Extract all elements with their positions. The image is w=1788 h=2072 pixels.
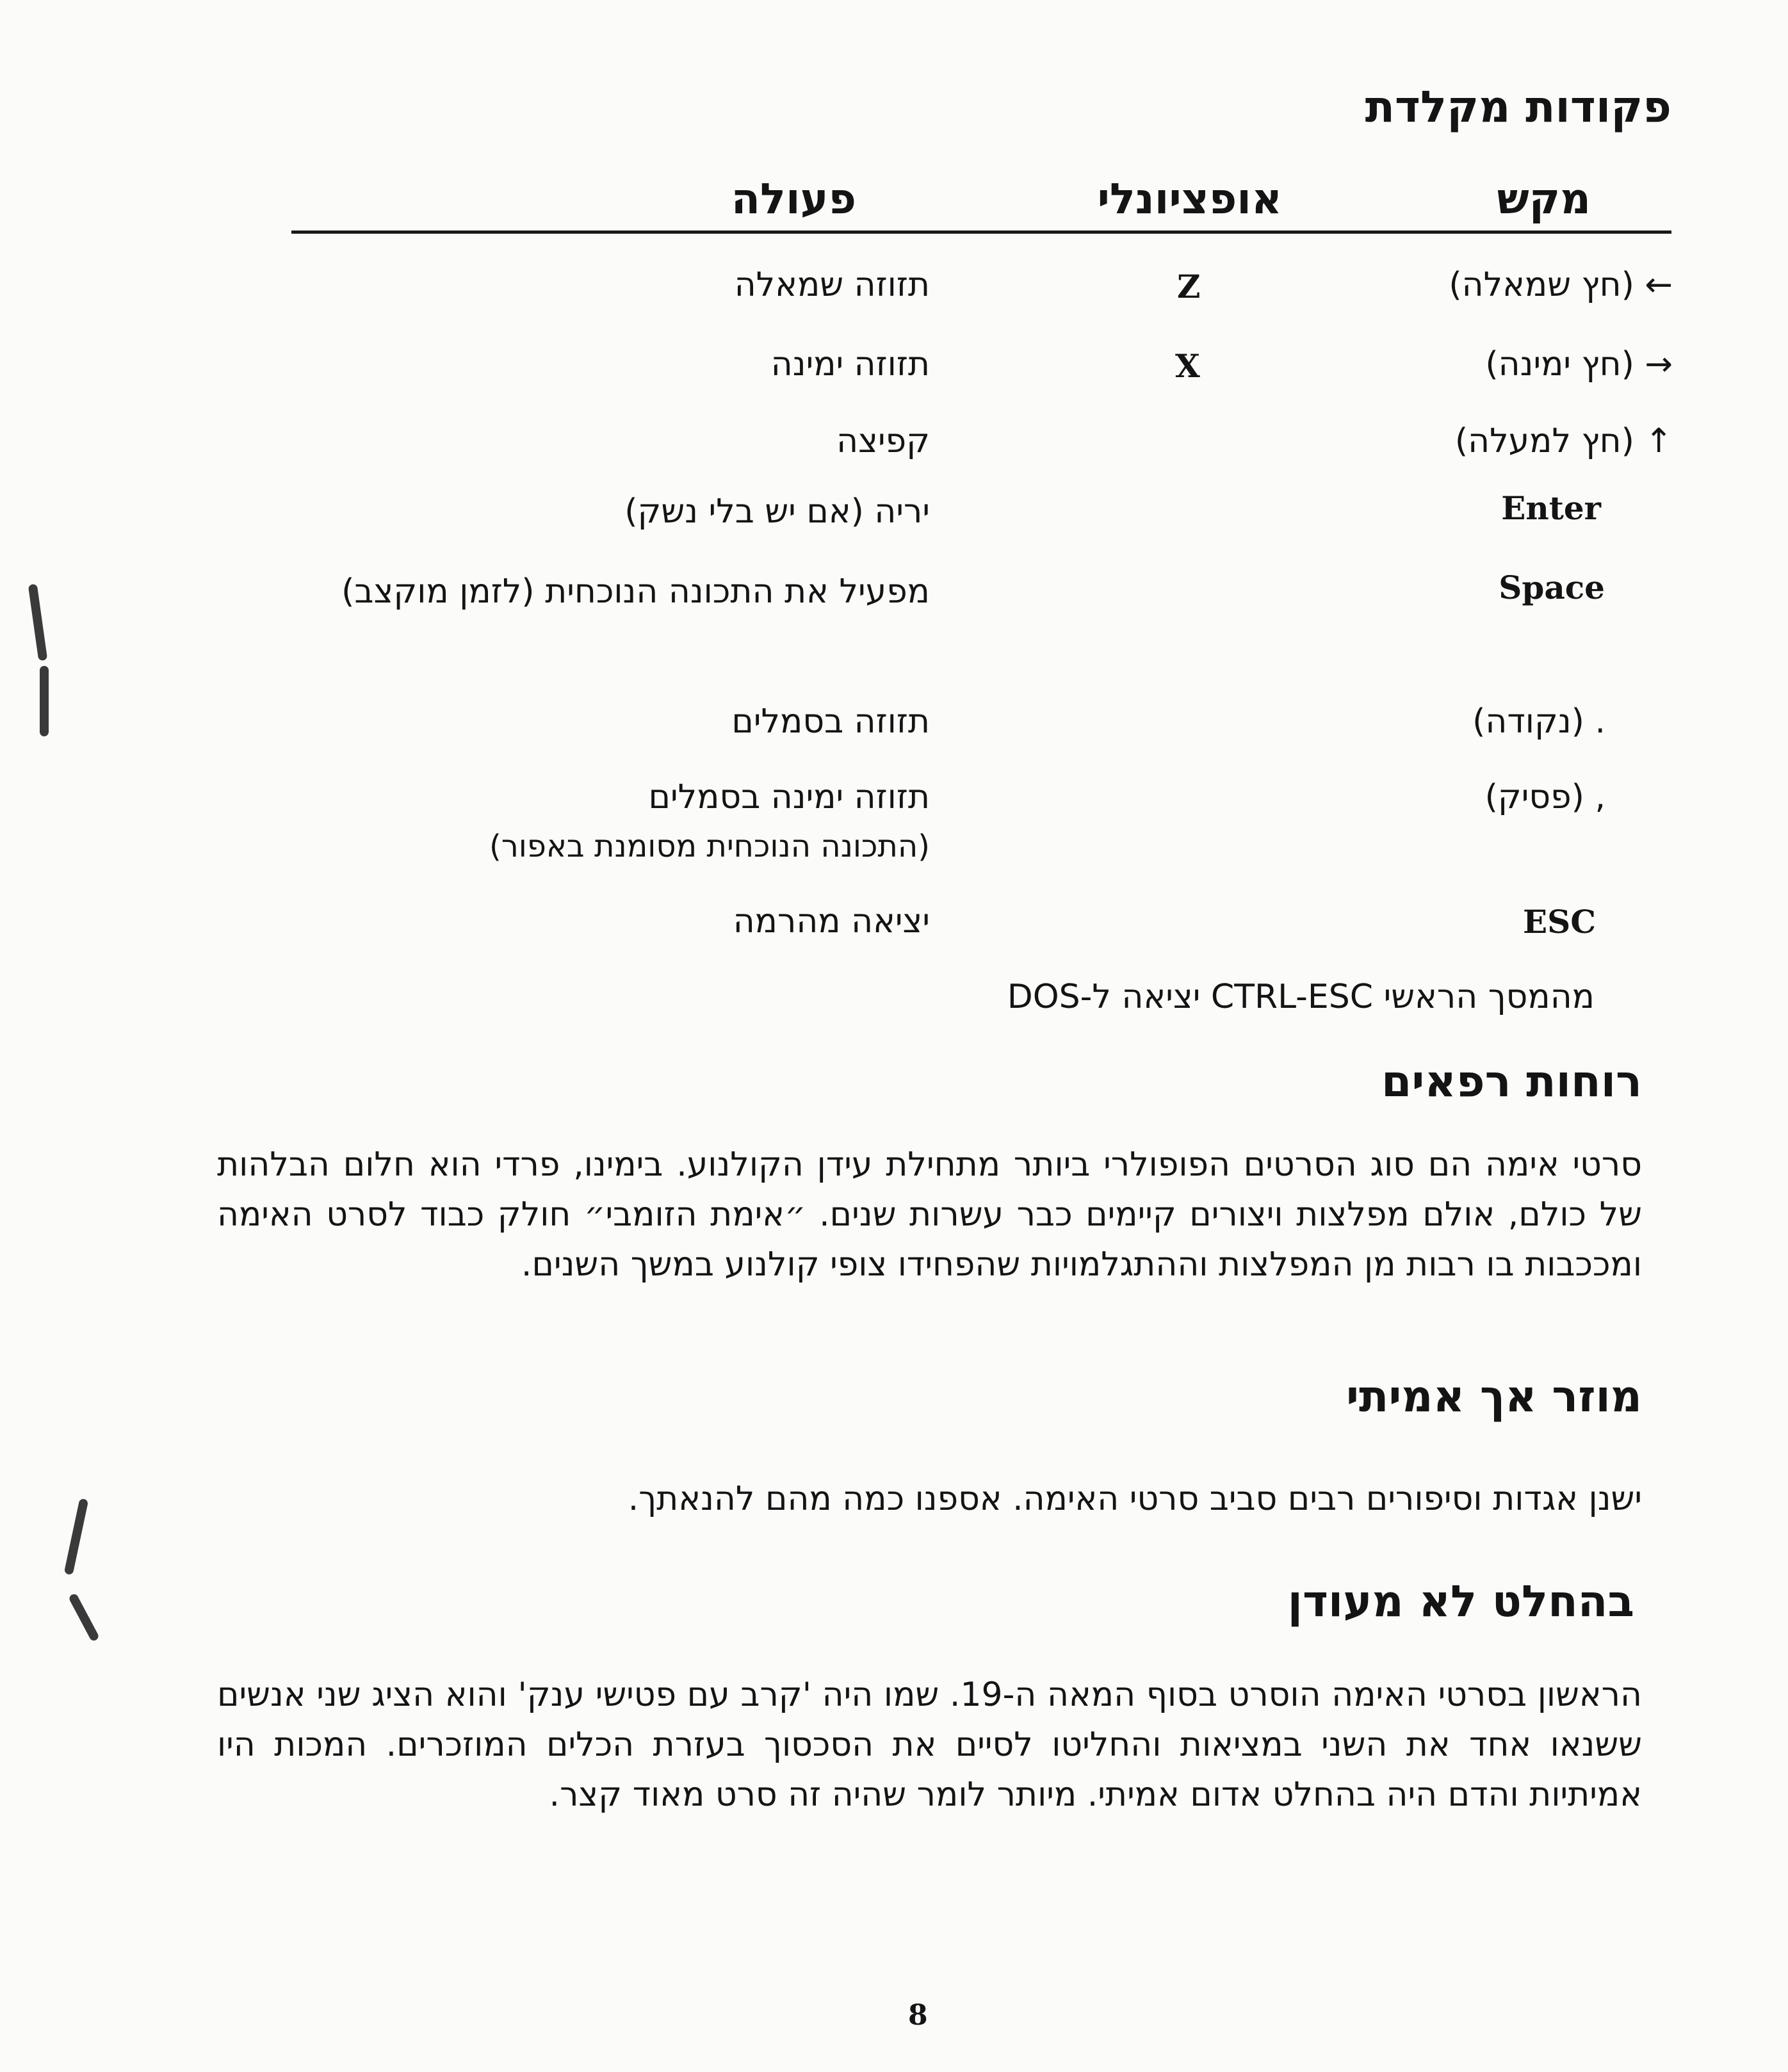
action-cell: תזוזה בסמלים xyxy=(731,702,930,741)
exit-to-dos-line: מהמסך הראשי CTRL-ESC יציאה ל-DOS xyxy=(1007,978,1595,1016)
section-title: רוחות רפאים xyxy=(1381,1056,1642,1107)
margin-mark xyxy=(64,1498,89,1575)
column-header-action: פעולה xyxy=(731,174,856,223)
page-heading: פקודות מקלדת xyxy=(1365,82,1671,133)
key-cell: ESC xyxy=(1522,903,1596,941)
action-cell: יריה (אם יש בלי נשק) xyxy=(624,492,930,531)
margin-mark xyxy=(28,584,48,661)
key-cell: , (פסיק) xyxy=(1484,778,1605,816)
action-cell: תזוזה שמאלה xyxy=(734,266,930,304)
key-cell: Space xyxy=(1499,569,1605,606)
action-cell: מפעיל את התכונה הנוכחית (לזמן מוקצב) xyxy=(341,572,930,611)
key-cell: . (נקודה) xyxy=(1472,702,1605,741)
section-body: הראשון בסרטי האימה הוסרט בסוף המאה ה-19. שמו היה 'קרב עם פטישי ענק' והוא הציג שני אנשים ששנאו אחד את השני במציאות והחליטו לסיים את הסכסוך בעזרת הכלים המוזכרים. המכות היו אמיתיות והדם היה בהחלט אדום אמיתי. מיותר לומר שהיה זה סרט מאוד קצר. xyxy=(217,1676,1642,1814)
action-note: (התכונה הנוכחית מסומנת באפור) xyxy=(489,829,930,864)
margin-mark xyxy=(68,1592,100,1642)
action-cell: תזוזה ימינה xyxy=(770,345,930,384)
action-cell: יציאה מהרמה xyxy=(733,902,930,941)
section-body: סרטי אימה הם סוג הסרטים הפופולרי ביותר מתחילת עידן הקולנוע. בימינו, פרדי הוא חלום הבלהות של כולם, אולם מפלצות ויצורים קיימים כבר עשרות שנים. ״אימת הזומבי״ חולק כבוד לסרט האימה ומככבות בו רבות מן המפלצות וההתגלמויות שהפחידו צופי קולנוע במשך השנים. xyxy=(217,1145,1642,1284)
action-cell: קפיצה xyxy=(836,422,930,460)
key-cell: → (חץ ימינה) xyxy=(1485,345,1673,384)
optional-cell: X xyxy=(1175,347,1200,385)
action-cell: תזוזה ימינה בסמלים xyxy=(648,778,930,816)
column-header-key: מקש xyxy=(1497,174,1591,223)
key-cell: ← (חץ שמאלה) xyxy=(1449,266,1673,304)
optional-cell: Z xyxy=(1177,268,1201,305)
page-number: 8 xyxy=(908,1999,928,2032)
section-title: מוזר אך אמיתי xyxy=(1345,1372,1642,1422)
header-rule xyxy=(291,231,1671,234)
key-cell: Enter xyxy=(1501,489,1601,527)
key-cell: ↑ (חץ למעלה) xyxy=(1454,422,1673,460)
column-header-optional: אופציונלי xyxy=(1097,174,1282,223)
section-title: בהחלט לא מעודן xyxy=(1287,1576,1634,1627)
section-body: ישנן אגדות וסיפורים רבים סביב סרטי האימה. אספנו כמה מהם להנאתך. xyxy=(628,1480,1642,1518)
margin-mark xyxy=(40,666,49,736)
